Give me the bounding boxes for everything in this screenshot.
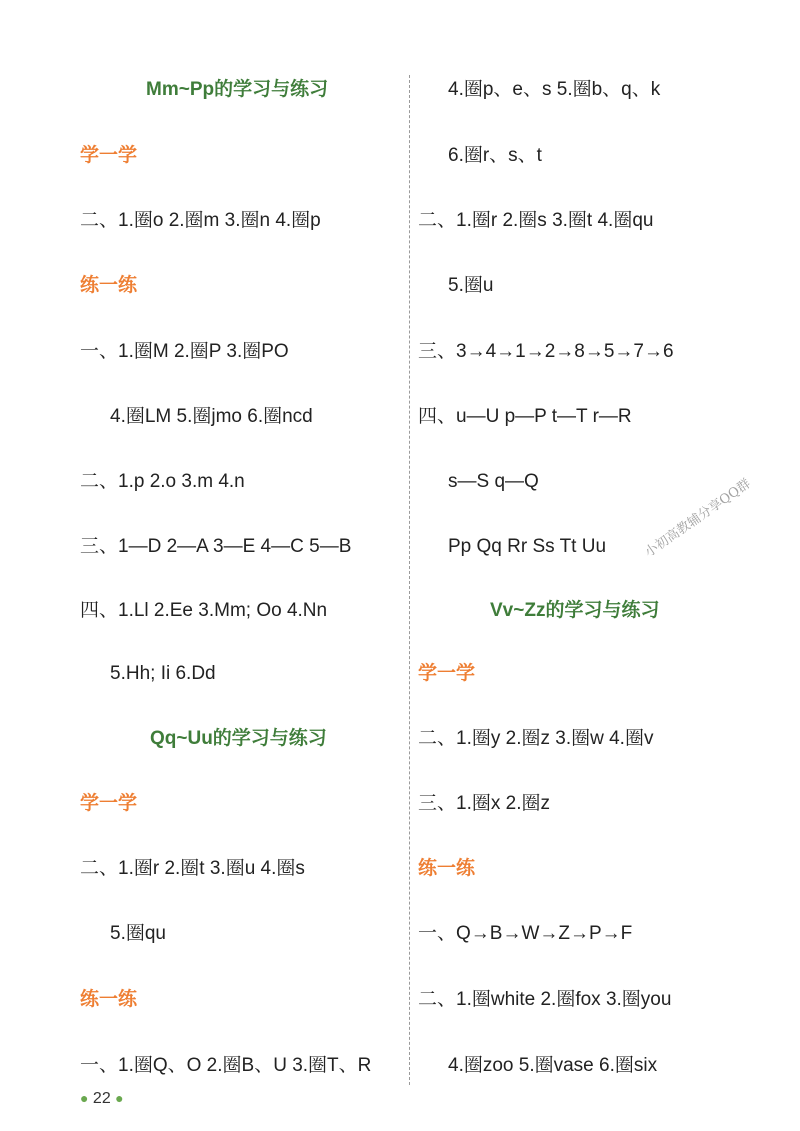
subheading-practice: 练一练 bbox=[418, 858, 476, 879]
answer-line: 二、1.圈white 2.圈fox 3.圈you bbox=[418, 989, 672, 1010]
page-number bbox=[80, 1088, 124, 1109]
answer-line: Pp Qq Rr Ss Tt Uu bbox=[448, 536, 607, 557]
answer-line: s—S q—Q bbox=[448, 471, 539, 492]
subheading-learn: 学一学 bbox=[80, 793, 138, 814]
answer-line: 5.圈u bbox=[448, 275, 494, 296]
answer-line: 一、Q→B→W→Z→P→F bbox=[418, 923, 633, 944]
subheading-practice: 练一练 bbox=[80, 275, 138, 296]
answer-line: 4.圈zoo 5.圈vase 6.圈six bbox=[448, 1055, 658, 1076]
answer-line: 6.圈r、s、t bbox=[448, 145, 542, 166]
watermark-text: 小初高教辅分享QQ群 bbox=[642, 476, 754, 561]
section-title-vv-zz: Vv~Zz的学习与练习 bbox=[490, 600, 660, 621]
answer-line: 四、u—U p—P t—T r—R bbox=[418, 406, 632, 427]
subheading-practice: 练一练 bbox=[80, 989, 138, 1010]
bullet-icon: ● bbox=[80, 1090, 89, 1106]
answer-line: 二、1.圈r 2.圈t 3.圈u 4.圈s bbox=[80, 858, 305, 879]
answer-line: 4.圈LM 5.圈jmo 6.圈ncd bbox=[110, 406, 313, 427]
answer-line: 5.Hh; Ii 6.Dd bbox=[110, 663, 216, 684]
subheading-learn: 学一学 bbox=[418, 663, 476, 684]
column-divider bbox=[409, 75, 410, 1085]
answer-line: 5.圈qu bbox=[110, 923, 166, 944]
answer-line: 4.圈p、e、s 5.圈b、q、k bbox=[448, 79, 661, 100]
answer-line: 一、1.圈M 2.圈P 3.圈PO bbox=[80, 341, 289, 362]
section-title-qq-uu: Qq~Uu的学习与练习 bbox=[150, 728, 327, 749]
bullet-icon: ● bbox=[115, 1090, 124, 1106]
answer-line: 二、1.p 2.o 3.m 4.n bbox=[80, 471, 245, 492]
page-number-value: 22 bbox=[92, 1090, 111, 1107]
answer-line: 一、1.圈Q、O 2.圈B、U 3.圈T、R bbox=[80, 1055, 372, 1076]
answer-line: 二、1.圈y 2.圈z 3.圈w 4.圈v bbox=[418, 728, 654, 749]
answer-line: 三、1—D 2—A 3—E 4—C 5—B bbox=[80, 536, 352, 557]
answer-line: 三、3→4→1→2→8→5→7→6 bbox=[418, 341, 674, 362]
section-title-mm-pp: Mm~Pp的学习与练习 bbox=[146, 79, 329, 100]
answer-line: 二、1.圈o 2.圈m 3.圈n 4.圈p bbox=[80, 210, 321, 231]
answer-line: 三、1.圈x 2.圈z bbox=[418, 793, 550, 814]
answer-line: 四、1.Ll 2.Ee 3.Mm; Oo 4.Nn bbox=[80, 600, 328, 621]
answer-line: 二、1.圈r 2.圈s 3.圈t 4.圈qu bbox=[418, 210, 654, 231]
watermark-stamp bbox=[640, 473, 754, 560]
subheading-learn: 学一学 bbox=[80, 145, 138, 166]
